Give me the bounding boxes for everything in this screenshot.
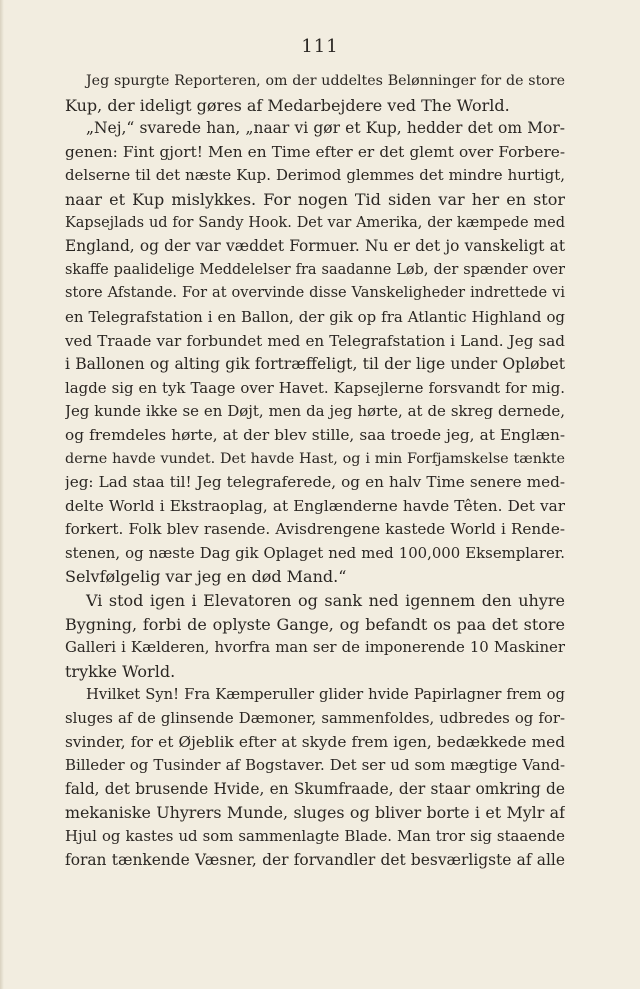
- text-line: England, og der var væddet Formuer. Nu er det jo vanskeligt at: [65, 237, 565, 256]
- text-line: skaffe paalidelige Meddelelser fra saadanne Løb, der spænder over: [65, 261, 565, 278]
- text-line: derne havde vundet. Det havde Hast, og i min Forfjamskelse tænkte: [65, 450, 565, 467]
- text-line: svinder, for et Øjeblik efter at skyde frem igen, bedækkede med: [65, 732, 565, 751]
- text-line: ved Traade var forbundet med en Telegrafstation i Land. Jeg sad: [65, 331, 565, 350]
- text-line: Bygning, forbi de oplyste Gange, og befandt os paa det store: [65, 614, 565, 634]
- text-line: trykke World.: [65, 661, 176, 681]
- text-line: Kup, der ideligt gøres af Medarbejdere ved The World.: [65, 95, 510, 115]
- text-line: Kapsejlads ud for Sandy Hook. Det var Amerika, der kæmpede med: [65, 214, 565, 231]
- text-line: store Afstande. For at overvinde disse Vanskeligheder indrettede vi: [65, 285, 565, 302]
- text-line: Hvilket Syn! Fra Kæmperuller glider hvide Papirlagner frem og: [86, 686, 565, 704]
- text-line: jeg: Lad staa til! Jeg telegraferede, og en halv Time senere med-: [65, 473, 565, 492]
- text-line: Selvfølgelig var jeg en død Mand.“: [65, 567, 347, 587]
- text-line: sluges af de glinsende Dæmoner, sammenfoldes, udbredes og for-: [65, 709, 565, 728]
- text-line: Galleri i Kælderen, hvorfra man ser de imponerende 10 Maskiner: [65, 638, 565, 657]
- body-text: [65, 70, 565, 872]
- text-line: foran tænkende Væsner, der forvandler det besværligste af alle: [65, 850, 565, 869]
- text-line: Jeg spurgte Reporteren, om der uddeltes Belønninger for de store: [86, 73, 565, 89]
- text-line: genen: Fint gjort! Men en Time efter er det glemt over Forbere-: [65, 142, 565, 161]
- text-line: delte World i Ekstraoplag, at Englænderne havde Têten. Det var: [65, 496, 565, 515]
- text-line: Billeder og Tusinder af Bogstaver. Det ser ud som mægtige Vand-: [65, 756, 565, 775]
- text-line: naar et Kup mislykkes. For nogen Tid siden var her en stor: [65, 189, 565, 209]
- text-line: forkert. Folk blev rasende. Avisdrengene kastede World i Rende-: [65, 520, 565, 539]
- text-line: fald, det brusende Hvide, en Skumfraade, der staar omkring de: [65, 779, 565, 798]
- text-line: Hjul og kastes ud som sammenlagte Blade. Man tror sig staaende: [65, 827, 565, 845]
- page-edge-shadow: [0, 0, 4, 989]
- text-line: og fremdeles hørte, at der blev stille, saa troede jeg, at Englæn-: [65, 425, 565, 444]
- text-line: lagde sig en tyk Taage over Havet. Kapsejlerne forsvandt for mig.: [65, 378, 565, 397]
- page-number: 111: [301, 36, 339, 57]
- text-line: en Telegrafstation i en Ballon, der gik op fra Atlantic Highland og: [65, 307, 565, 326]
- text-line: mekaniske Uhyrers Munde, sluges og bliver borte i et Mylr af: [65, 803, 565, 823]
- text-line: „Nej,“ svarede han, „naar vi gør et Kup, hedder det om Mor-: [86, 119, 565, 138]
- text-line: stenen, og næste Dag gik Oplaget ned med 100,000 Eksemplarer.: [65, 543, 565, 562]
- text-line: Vi stod igen i Elevatoren og sank ned igennem den uhyre: [86, 591, 565, 611]
- text-line: delserne til det næste Kup. Derimod glemmes det mindre hurtigt,: [65, 166, 565, 185]
- text-line: Jeg kunde ikke se en Døjt, men da jeg hørte, at de skreg dernede,: [65, 402, 565, 421]
- text-line: i Ballonen og alting gik fortræffeligt, til der lige under Opløbet: [65, 355, 565, 374]
